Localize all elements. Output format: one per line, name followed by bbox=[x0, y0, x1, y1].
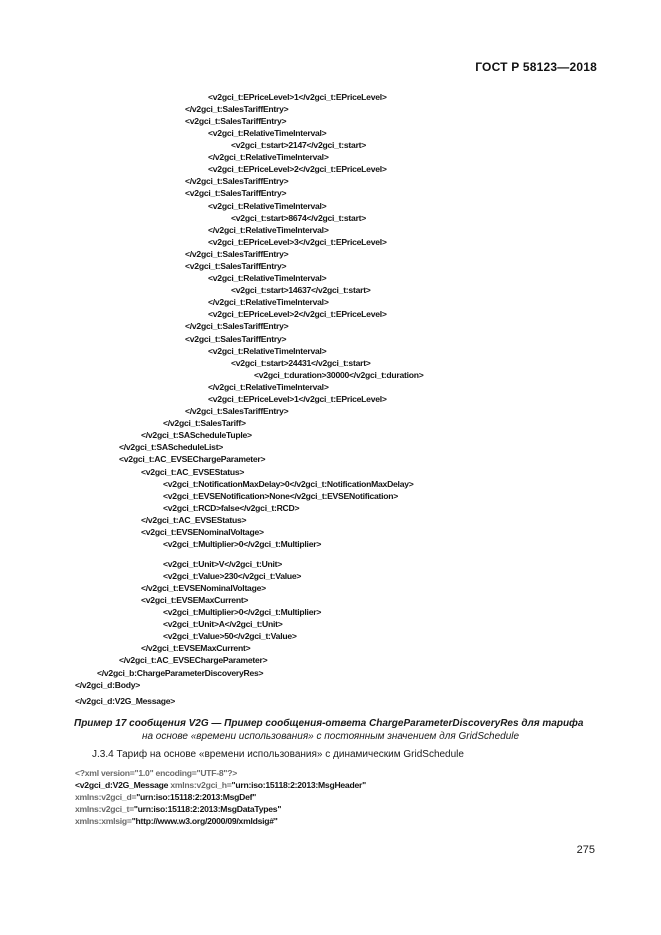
code-plain: <v2gci_d:V2G_Message bbox=[75, 780, 171, 790]
code-line: <v2gci_t:RelativeTimeInterval> bbox=[208, 273, 327, 283]
code-line: <v2gci_t:Unit>V</v2gci_t:Unit> bbox=[163, 559, 283, 569]
code-line bbox=[75, 804, 281, 814]
code-line: </v2gci_t:SalesTariffEntry> bbox=[185, 406, 289, 416]
code-line: <v2gci_t:EPriceLevel>2</v2gci_t:EPriceLevel> bbox=[208, 309, 387, 319]
code-line: <v2gci_t:duration>30000</v2gci_t:duration> bbox=[254, 370, 424, 380]
section-heading: J.3.4 Тариф на основе «времени использования» с динамическим GridSchedule bbox=[92, 749, 464, 760]
code-line: </v2gci_t:EVSEMaxCurrent> bbox=[141, 643, 251, 653]
code-line: <v2gci_t:start>24431</v2gci_t:start> bbox=[231, 358, 371, 368]
code-line: </v2gci_t:SalesTariff> bbox=[163, 418, 246, 428]
code-line: <v2gci_t:AC_EVSEStatus> bbox=[141, 467, 245, 477]
code-line: <v2gci_t:SalesTariffEntry> bbox=[185, 334, 287, 344]
code-line: </v2gci_t:SalesTariffEntry> bbox=[185, 104, 289, 114]
code-line: <v2gci_t:EVSEMaxCurrent> bbox=[141, 595, 249, 605]
code-line: <v2gci_t:EPriceLevel>1</v2gci_t:EPriceLevel> bbox=[208, 394, 387, 404]
page-number: 275 bbox=[576, 844, 595, 856]
code-line: <v2gci_t:AC_EVSEChargeParameter> bbox=[119, 454, 266, 464]
example-caption: Пример 17 сообщения V2G — Пример сообщения-ответа ChargeParameterDiscoveryRes для тарифа bbox=[74, 718, 584, 729]
code-line: <v2gci_t:SalesTariffEntry> bbox=[185, 116, 287, 126]
code-line: <v2gci_t:RCD>false</v2gci_t:RCD> bbox=[163, 503, 300, 513]
code-line: <v2gci_t:RelativeTimeInterval> bbox=[208, 128, 327, 138]
code-line: <v2gci_t:EVSENominalVoltage> bbox=[141, 527, 264, 537]
example-caption-subtitle: на основе «времени использования» с постоянным значением для GridSchedule bbox=[141, 731, 520, 742]
code-line: </v2gci_t:SalesTariffEntry> bbox=[185, 321, 289, 331]
code-line: </v2gci_t:SalesTariffEntry> bbox=[185, 176, 289, 186]
code-gray: xmlns:v2gci_h= bbox=[170, 780, 232, 790]
code-line bbox=[75, 816, 278, 826]
code-line: </v2gci_t:SalesTariffEntry> bbox=[185, 249, 289, 259]
code-line: <v2gci_t:start>2147</v2gci_t:start> bbox=[231, 140, 367, 150]
code-line: <v2gci_t:start>14637</v2gci_t:start> bbox=[231, 285, 371, 295]
code-line: </v2gci_t:EVSENominalVoltage> bbox=[141, 583, 266, 593]
code-gray: xmlns:v2gci_t= bbox=[75, 804, 134, 814]
code-line bbox=[75, 780, 366, 790]
code-line: <v2gci_t:SalesTariffEntry> bbox=[185, 188, 287, 198]
code-line: <v2gci_t:Value>50</v2gci_t:Value> bbox=[163, 631, 297, 641]
code-line: </v2gci_t:AC_EVSEChargeParameter> bbox=[119, 655, 268, 665]
code-gray: xmlns:xmlsig= bbox=[75, 816, 132, 826]
code-line: <v2gci_t:start>8674</v2gci_t:start> bbox=[231, 213, 367, 223]
code-line: </v2gci_t:SAScheduleList> bbox=[119, 442, 224, 452]
code-line: <v2gci_t:Unit>A</v2gci_t:Unit> bbox=[163, 619, 283, 629]
code-tail: "urn:iso:15118:2:2013:MsgDef" bbox=[136, 792, 257, 802]
code-line: </v2gci_t:RelativeTimeInterval> bbox=[208, 297, 329, 307]
code-line: </v2gci_t:AC_EVSEStatus> bbox=[141, 515, 247, 525]
code-line: </v2gci_d:Body> bbox=[75, 680, 141, 690]
code-line: </v2gci_t:RelativeTimeInterval> bbox=[208, 382, 329, 392]
code-line: </v2gci_t:SAScheduleTuple> bbox=[141, 430, 252, 440]
code-gray: xmlns:v2gci_d= bbox=[75, 792, 137, 802]
code-tail: "urn:iso:15118:2:2013:MsgDataTypes" bbox=[133, 804, 282, 814]
code-line bbox=[75, 768, 237, 778]
code-line: </v2gci_d:V2G_Message> bbox=[75, 696, 176, 706]
page-header: ГОСТ Р 58123—2018 bbox=[475, 60, 597, 74]
code-tail: "urn:iso:15118:2:2013:MsgHeader" bbox=[231, 780, 366, 790]
code-line: <v2gci_t:SalesTariffEntry> bbox=[185, 261, 287, 271]
code-line: <v2gci_t:NotificationMaxDelay>0</v2gci_t:NotificationMaxDelay> bbox=[163, 479, 414, 489]
code-line: </v2gci_t:RelativeTimeInterval> bbox=[208, 152, 329, 162]
code-line: <v2gci_t:Multiplier>0</v2gci_t:Multiplier> bbox=[163, 607, 322, 617]
code-line: <v2gci_t:EPriceLevel>1</v2gci_t:EPriceLevel> bbox=[208, 92, 387, 102]
code-gray: <?xml version="1.0" encoding="UTF-8"?> bbox=[75, 768, 238, 778]
code-line bbox=[75, 792, 256, 802]
code-tail: "http://www.w3.org/2000/09/xmldsig#" bbox=[131, 816, 278, 826]
code-line: </v2gci_t:RelativeTimeInterval> bbox=[208, 225, 329, 235]
code-line: </v2gci_b:ChargeParameterDiscoveryRes> bbox=[97, 668, 264, 678]
code-line: <v2gci_t:Value>230</v2gci_t:Value> bbox=[163, 571, 302, 581]
code-line: <v2gci_t:Multiplier>0</v2gci_t:Multiplier> bbox=[163, 539, 322, 549]
code-line: <v2gci_t:RelativeTimeInterval> bbox=[208, 346, 327, 356]
code-line: <v2gci_t:EPriceLevel>2</v2gci_t:EPriceLevel> bbox=[208, 164, 387, 174]
code-line: <v2gci_t:EPriceLevel>3</v2gci_t:EPriceLevel> bbox=[208, 237, 387, 247]
code-line: <v2gci_t:EVSENotification>None</v2gci_t:EVSENotification> bbox=[163, 491, 399, 501]
code-line: <v2gci_t:RelativeTimeInterval> bbox=[208, 201, 327, 211]
